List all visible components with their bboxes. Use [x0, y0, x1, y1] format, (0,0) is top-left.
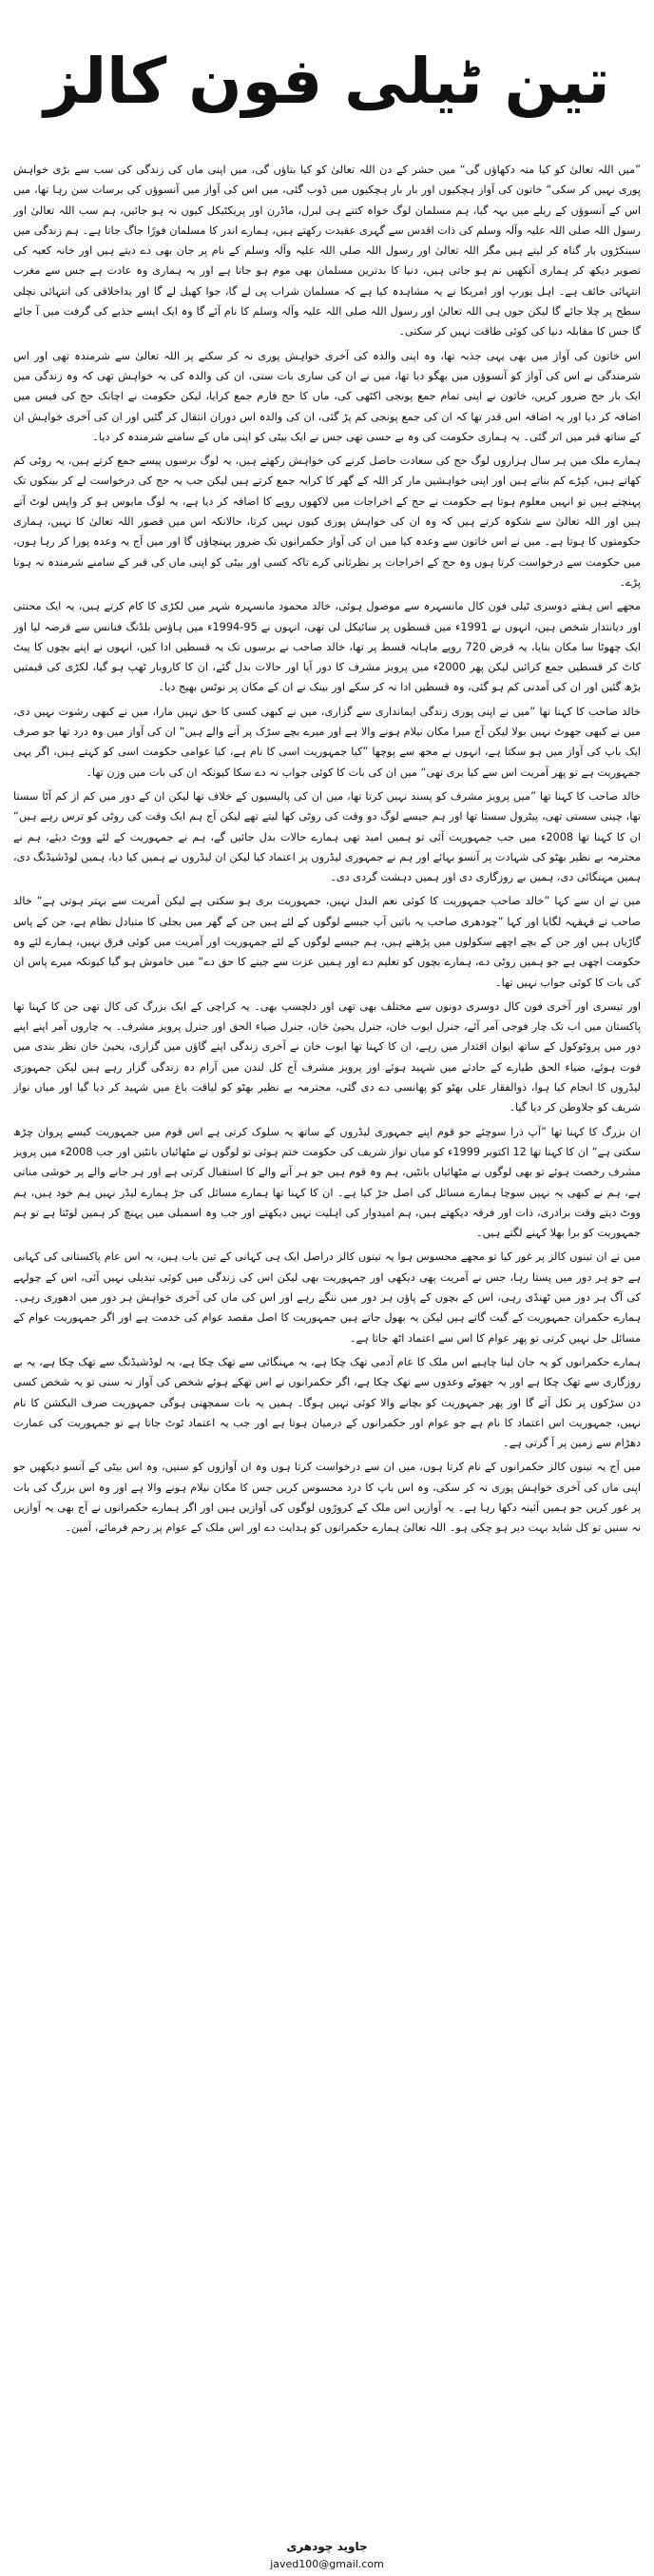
paragraph: مجھے اس ہفتے دوسری ٹیلی فون کال مانسہرہ سے موصول ہوئی، خالد محمود مانسہرہ شہر میں لکڑی کا کام کرتے ہیں، یہ ایک محنتی اور دیانتدار شخص ہیں، انہوں نے 1991ء میں قسطوں پر سائیکل لی تھی، انہوں نے 95-1994ء میں ہاؤس بلڈنگ فنانس سے قرضہ لیا اور ایک چھوٹا سا مکان بنایا، یہ قرض 720 روپے ماہانہ قسط پر تھا، خالد صاحب نے برسوں تک یہ قسطیں ادا کیں، انہوں نے اپنے بچوں کا پیٹ کاٹ کر قسطیں جمع کرائیں لیکن پھر 2000ء میں پرویز مشرف کا دور آیا اور حالات بدل گئے، ان کا کاروبار ٹھپ ہو گیا، لکڑی کی قیمتیں بڑھ گئیں اور ان کی آمدنی کم ہو گئی، وہ قسطیں ادا نہ کر سکے اور بینک نے ان کے مکان پر نوٹس بھیج دیا۔ [13, 600, 641, 694]
paragraph: خالد صاحب کا کہنا تھا ”میں پرویز مشرف کو پسند نہیں کرتا تھا، میں ان کی پالیسیوں کے خلاف تھا لیکن ان کے دور میں کم از کم آٹا سستا تھا، چینی سستی تھی، پیٹرول سستا تھا اور ہم جیسے لوگ دو وقت کی روٹی کھا لیتے تھے لیکن آج ہم ایک وقت کی روٹی کو ترس رہے ہیں“ ان کا کہنا تھا 2008ء میں جب جمہوریت آئی تو ہمیں امید تھی ہمارے حالات بدل جائیں گے، ہم نے جمہوریت کے لئے ووٹ دیئے، ہم نے محترمہ بے نظیر بھٹو کی شہادت پر آنسو بہائے اور ہم نے جمہوری لیڈروں پر اعتماد کیا لیکن ان لیڈروں نے ہمیں کیا دیا، ہمیں لوڈشیڈنگ دی، ہمیں مہنگائی دی، ہمیں بے روزگاری دی اور ہمیں دہشت گردی دی۔ [13, 789, 641, 884]
paragraph: ہمارے ملک میں ہر سال ہزاروں لوگ حج کی سعادت حاصل کرنے کی خواہش رکھتے ہیں، یہ لوگ برسوں پیسے جمع کرتے ہیں، یہ روٹی کم کھاتے ہیں، کپڑے کم بناتے ہیں اور اپنی خواہشیں مار کر اللہ کے گھر کا کرایہ جمع کرتے ہیں لیکن جب یہ حج کی درخواست لے کر بینکوں تک پہنچتے ہیں تو انہیں معلوم ہوتا ہے حکومت نے حج کے اخراجات میں لاکھوں روپے کا اضافہ کر دیا ہے، یہ لوگ مایوس ہو کر واپس لوٹ آتے ہیں اور اللہ تعالیٰ سے شکوہ کرتے ہیں کہ وہ ان کی خواہش پوری کیوں نہیں کرتا، حالانکہ اس میں قصور اللہ تعالیٰ کا نہیں، ہماری حکومتوں کا ہوتا ہے۔ میں نے اس خاتون سے وعدہ کیا میں ان کی آواز حکمرانوں تک ضرور پہنچاؤں گا اور میں آج یہ وعدہ پورا کر رہا ہوں، میں حکومت سے درخواست کرتا ہوں وہ حج کے اخراجات پر نظرثانی کرے تاکہ کسی اور بیٹی کو اپنی ماں کی قبر کے سامنے شرمندہ نہ ہونا پڑے۔ [13, 455, 641, 589]
paragraph: اس خاتون کی آواز میں بھی یہی جذبہ تھا، وہ اپنی والدہ کی آخری خواہش پوری نہ کر سکنے پر اللہ تعالیٰ سے شرمندہ تھی اور اس شرمندگی نے اس کی آواز کو آنسوؤں میں بھگو دیا تھا، میں نے ان کی ساری بات سنی، ان کی والدہ کی یہ خواہش تھی کہ وہ زندگی میں ایک بار حج ضرور کریں، خاتون نے اپنی تمام جمع پونجی اکٹھی کی، ماں کا حج فارم جمع کرایا، لیکن حکومت نے اچانک حج کی فیس میں اضافہ کر دیا اور یہ اضافہ اس قدر تھا کہ ان کی جمع پونجی کم پڑ گئی، ان کی والدہ اس دوران انتقال کر گئیں اور ان کی آخری خواہش ان کے ساتھ قبر میں اتر گئی۔ یہ ہماری حکومت کی وہ بے حسی تھی جس نے ایک بیٹی کو اپنی ماں کے سامنے شرمندہ کر دیا۔ [13, 349, 641, 443]
paragraph: خالد صاحب کا کہنا تھا ”میں نے اپنی پوری زندگی ایمانداری سے گزاری، میں نے کبھی کسی کا حق نہیں مارا، میں نے کبھی رشوت نہیں دی، میں نے کبھی جھوٹ نہیں بولا لیکن آج میرا مکان نیلام ہونے والا ہے اور میرے بچے سڑک پر آنے والے ہیں“ ان کی آواز میں وہ درد تھا جو صرف ایک باپ کی آواز میں ہو سکتا ہے، انہوں نے مجھ سے پوچھا ”کیا جمہوریت اسی کا نام ہے، کیا عوامی حکومت اسی کو کہتے ہیں، اگر یہی جمہوریت ہے تو پھر آمریت اس سے کیا بری تھی“ میں ان کی بات کا کوئی جواب نہ دے سکا کیونکہ ان کی بات میں وزن تھا۔ [13, 705, 641, 779]
author-name: جاوید چودھری [286, 2540, 368, 2553]
article-body [13, 160, 641, 2537]
paragraph: میں نے ان تینوں کالز پر غور کیا تو مجھے محسوس ہوا یہ تینوں کالز دراصل ایک ہی کہانی کے تین باب ہیں، یہ اس عام پاکستانی کی کہانی ہے جو ہر دور میں پستا رہا، جس نے آمریت بھی دیکھی اور جمہوریت بھی لیکن اس کی زندگی میں کوئی تبدیلی نہیں آئی، اس کے چولہے کی آگ ہر دور میں ٹھنڈی رہی، اس کے بچوں کے پاؤں ہر دور میں ننگے رہے اور اس کی ماں کی آخری خواہش ہر دور میں ادھوری رہی۔ ہمارے حکمران جمہوریت کے گیت گاتے ہیں لیکن یہ بھول جاتے ہیں جمہوریت کا اصل مقصد عوام کی خدمت ہے اور اگر جمہوریت عوام کے مسائل حل نہیں کرتی تو پھر عوام کا اس سے اعتماد اٹھ جاتا ہے۔ [13, 1250, 641, 1345]
paragraph: ”میں اللہ تعالیٰ کو کیا منہ دکھاؤں گی“ میں حشر کے دن اللہ تعالیٰ کو کیا بتاؤں گی، میں اپنی ماں کی زندگی کی سب سے بڑی خواہش پوری نہیں کر سکی“ خاتون کی آواز ہچکیوں اور بار بار ہچکیوں میں ڈوب گئی، میں اس کی آواز میں آنسوؤں کی برسات سن رہا تھا، میں اس کے آنسوؤں کے ریلے میں بہہ گیا، ہم مسلمان لوگ خواہ کتنے ہی لبرل، ماڈرن اور پریکٹیکل کیوں نہ ہو جائیں، ہم سب اللہ تعالیٰ اور رسول اللہ صلی اللہ علیہ وآلہ وسلم کی ذات اقدس سے گہری عقیدت رکھتے ہیں، ہمارے اندر کا مسلمان فورًا جاگ جاتا ہے۔ ہم زندگی میں سینکڑوں بار گناہ کر لیتے ہیں مگر اللہ تعالیٰ اور رسول اللہ صلی اللہ علیہ وآلہ وسلم کے نام پر جان بھی دے دیتے ہیں اور خانہ کعبہ کی تصویر دیکھ کر ہماری آنکھیں نم ہو جاتی ہیں، دنیا کا بدترین مسلمان بھی موم ہو جاتا ہے اور یہ ہماری وہ عادت ہے جس سے مغرب انتہائی خائف ہے۔ اہل یورپ اور امریکا نے یہ مشاہدہ کیا ہے کہ مسلمان شراب پی لے گا، جوا کھیل لے گا اور بداخلاقی کی انتہائی نچلی سطح پر چلا جائے گا لیکن جوں ہی اللہ تعالیٰ اور رسول اللہ صلی اللہ علیہ وآلہ وسلم کا نام آئے گا وہ ایک ایسے جذبے کی گرفت میں آ جائے گا جس کا مقابلہ دنیا کی کوئی طاقت نہیں کر سکتی۔ [13, 164, 641, 339]
paragraph: ان بزرگ کا کہنا تھا ”آپ ذرا سوچئے جو قوم اپنے جمہوری لیڈروں کے ساتھ یہ سلوک کرتی ہے اس قوم میں جمہوریت کیسے پروان چڑھ سکتی ہے“ ان کا کہنا تھا 12 اکتوبر 1999ء کو میاں نواز شریف کی حکومت ختم ہوئی تو لوگوں نے مٹھائیاں بانٹیں اور جب 2008ء میں پرویز مشرف رخصت ہوئے تو بھی لوگوں نے مٹھائیاں بانٹیں، ہم وہ قوم ہیں جو ہر آنے والے کا استقبال کرتی ہے اور ہر جانے والے پر خوشی مناتی ہے، ہم نے کبھی یہ نہیں سوچا ہمارے مسائل کی اصل جڑ کیا ہے۔ ان کا کہنا تھا ہمارے مسائل کی جڑ ہمارے لیڈر نہیں ہم خود ہیں، ہم ووٹ دیتے وقت برادری، ذات اور فرقہ دیکھتے ہیں، ہم امیدوار کی اہلیت نہیں دیکھتے اور جب وہ اسمبلی میں پہنچ کر ہمیں لوٹتا ہے تو ہم جمہوریت کو برا بھلا کہنے لگتے ہیں۔ [13, 1125, 641, 1240]
paragraph: میں آج یہ تینوں کالز حکمرانوں کے نام کرتا ہوں، میں ان سے درخواست کرتا ہوں وہ ان آوازوں کو سنیں، وہ اس بیٹی کے آنسو دیکھیں جو اپنی ماں کی آخری خواہش پوری نہ کر سکی، وہ اس باپ کا درد محسوس کریں جس کا مکان نیلام ہونے والا ہے اور وہ اس بزرگ کی بات پر غور کریں جو ہمیں آئینہ دکھا رہا ہے۔ یہ آوازیں اس ملک کے کروڑوں لوگوں کی آوازیں ہیں اور اگر ہمارے حکمرانوں نے آج بھی یہ آوازیں نہ سنیں تو کل شاید بہت دیر ہو چکی ہو۔ اللہ تعالیٰ ہمارے حکمرانوں کو ہدایت دے اور اس ملک کے عوام پر رحم فرمائے، آمین۔ [13, 1461, 641, 1535]
paragraph: اور تیسری اور آخری فون کال دوسری دونوں سے مختلف بھی تھی اور دلچسپ بھی۔ یہ کراچی کے ایک بزرگ کی کال تھی جن کا کہنا تھا پاکستان میں اب تک چار فوجی آمر آئے، جنرل ایوب خان، جنرل یحییٰ خان، جنرل ضیاء الحق اور جنرل پرویز مشرف۔ یہ چاروں آمر اپنے اپنے دور میں پروٹوکول کے ساتھ ایوان اقتدار میں رہے، ان کا کہنا تھا ایوب خان نے آخری زندگی اپنے گاؤں میں گزاری، یحییٰ خان نظر بندی میں فوت ہوئے، ضیاء الحق طیارے کے حادثے میں شہید ہوئے اور پرویز مشرف آج کل لندن میں آرام دہ زندگی گزار رہے ہیں لیکن جمہوری لیڈروں کا انجام کیا ہوا، ذوالفقار علی بھٹو کو پھانسی دے دی گئی، محترمہ بے نظیر بھٹو کو لیاقت باغ میں شہید کر دیا گیا اور میاں نواز شریف کو جلاوطن کر دیا گیا۔ [13, 999, 641, 1114]
paragraph: ہمارے حکمرانوں کو یہ جان لینا چاہیے اس ملک کا عام آدمی تھک چکا ہے، یہ مہنگائی سے تھک چکا ہے، یہ لوڈشیڈنگ سے تھک چکا ہے، یہ بے روزگاری سے تھک چکا ہے اور یہ جھوٹے وعدوں سے تھک چکا ہے، اگر حکمرانوں نے اس تھکے ہوئے شخص کی آواز نہ سنی تو یہ شخص کسی دن سڑکوں پر نکل آئے گا اور پھر جمہوریت کو بچانے والا کوئی نہیں ہوگا۔ ہمیں یہ بات سمجھنی ہوگی جمہوریت صرف الیکشن کا نام نہیں، جمہوریت اس اعتماد کا نام ہے جو عوام اور حکمرانوں کے درمیان ہوتا ہے اور جب یہ اعتماد ٹوٹ جاتا ہے تو جمہوریت کی عمارت دھڑام سے زمین پر آ گرتی ہے۔ [13, 1355, 641, 1450]
article-title: تین ٹیلی فون کالز [44, 45, 610, 118]
paragraph: میں نے ان سے کہا ”خالد صاحب جمہوریت کا کوئی نعم البدل نہیں، جمہوریت بری ہو سکتی ہے لیکن آمریت سے بہتر ہوتی ہے“ خالد صاحب نے قہقہہ لگایا اور کہا ”چودھری صاحب یہ باتیں آپ جیسے لوگوں کے لئے ہیں جن کے گھر میں بجلی کا متبادل نظام ہے، جن کے پاس گاڑیاں ہیں اور جن کے بچے اچھے سکولوں میں پڑھتے ہیں، ہم جیسے لوگوں کے لئے جمہوریت اور آمریت میں کوئی فرق نہیں، ہمارے لئے وہ حکومت اچھی ہے جو ہمیں روٹی دے، ہمارے بچوں کو تعلیم دے اور ہمیں عزت سے جینے کا حق دے“ میں خاموش ہو گیا کیونکہ میرے پاس ان کی بات کا کوئی جواب نہیں تھا۔ [13, 895, 641, 989]
author-email[interactable]: javed100@gmail.com [270, 2558, 384, 2570]
